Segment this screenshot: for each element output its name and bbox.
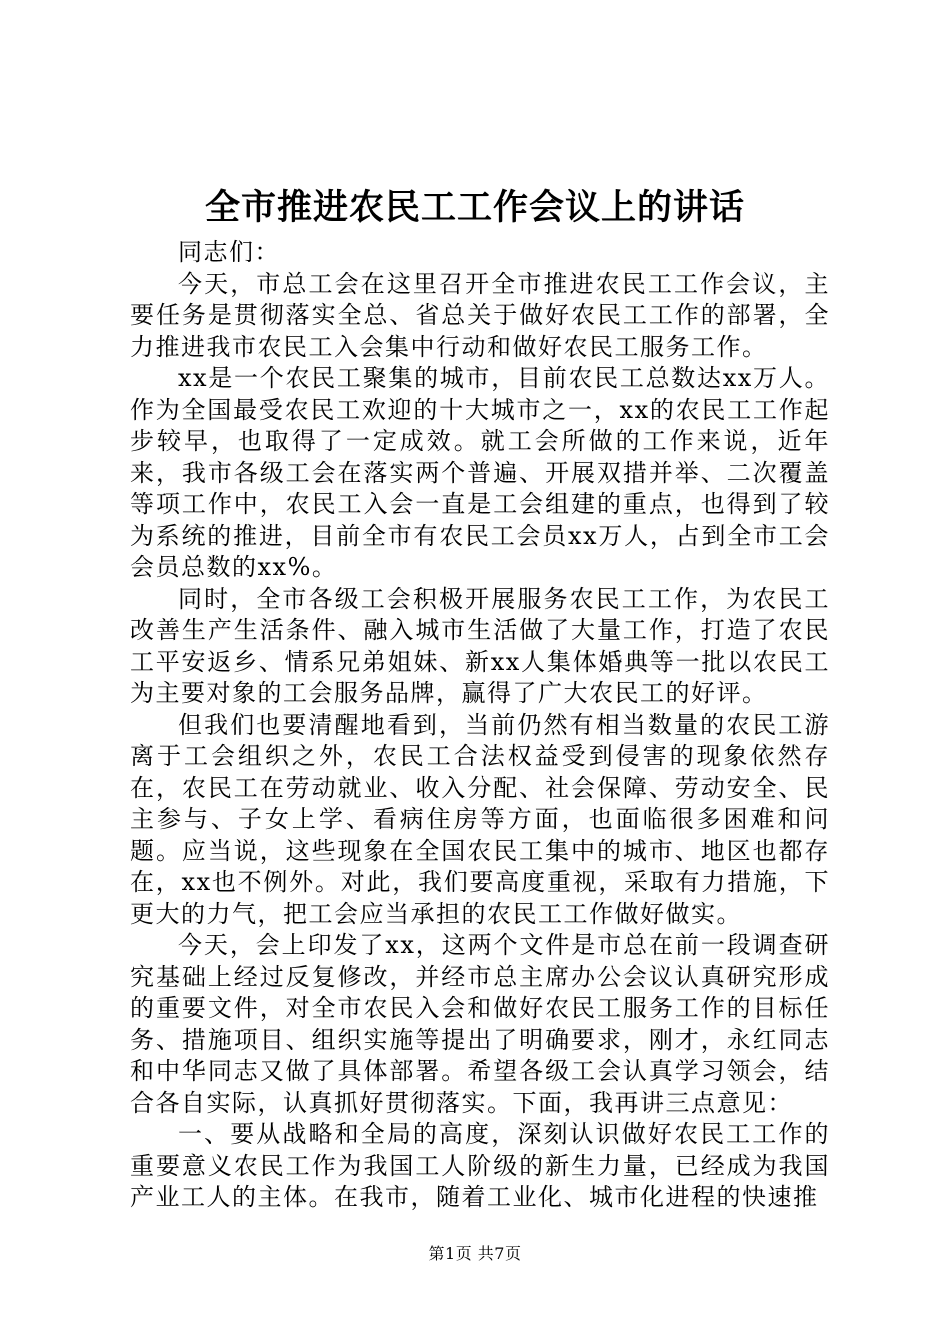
paragraph-4: 但我们也要清醒地看到，当前仍然有相当数量的农民工游离于工会组织之外，农民工合法权益受到侵害的现象依然存在，农民工在劳动就业、收入分配、社会保障、劳动安全、民主参与、子女上学、看病住房等方面，也面临很多困难和问题。应当说，这些现象在全国农民工集中的城市、地区也都存在，xx也不例外。对此，我们要高度重视，采取有力措施，下更大的力气，把工会应当承担的农民工工作做好做实。 [130, 710, 830, 928]
paragraph-3: 同时，全市各级工会积极开展服务农民工工作，为农民工改善生产生活条件、融入城市生活做了大量工作，打造了农民工平安返乡、情系兄弟姐妹、新xx人集体婚典等一批以农民工为主要对象的工会服务品牌，赢得了广大农民工的好评。 [130, 584, 830, 707]
paragraph-1: 今天，市总工会在这里召开全市推进农民工工作会议，主要任务是贯彻落实全总、省总关于做好农民工工作的部署，全力推进我市农民工入会集中行动和做好农民工服务工作。 [130, 269, 830, 361]
page-number: 第1页 共7页 [428, 1244, 522, 1263]
paragraph-5: 今天，会上印发了xx，这两个文件是市总在前一段调查研究基础上经过反复修改，并经市总主席办公会议认真研究形成的重要文件，对全市农民入会和做好农民工服务工作的目标任务、措施项目、组织实施等提出了明确要求，刚才，永红同志和中华同志又做了具体部署。希望各级工会认真学习领会，结合各自实际，认真抓好贯彻落实。下面，我再讲三点意见： [130, 931, 830, 1117]
salutation: 同志们： [178, 238, 280, 266]
paragraph-6: 一、要从战略和全局的高度，深刻认识做好农民工工作的重要意义农民工作为我国工人阶级的新生力量，已经成为我国产业工人的主体。在我市，随着工业化、城市化进程的快速推 [130, 1120, 830, 1211]
document-body [130, 237, 830, 1214]
document-title: 全市推进农民工工作会议上的讲话 [204, 187, 745, 228]
paragraph-2: xx是一个农民工聚集的城市，目前农民工总数达xx万人。作为全国最受农民工欢迎的十大城市之一，xx的农民工工作起步较早，也取得了一定成效。就工会所做的工作来说，近年来，我市各级工会在落实两个普遍、开展双措并举、二次覆盖等项工作中，农民工入会一直是工会组建的重点，也得到了较为系统的推进，目前全市有农民工会员xx万人，占到全市工会会员总数的xx%。 [130, 364, 830, 581]
